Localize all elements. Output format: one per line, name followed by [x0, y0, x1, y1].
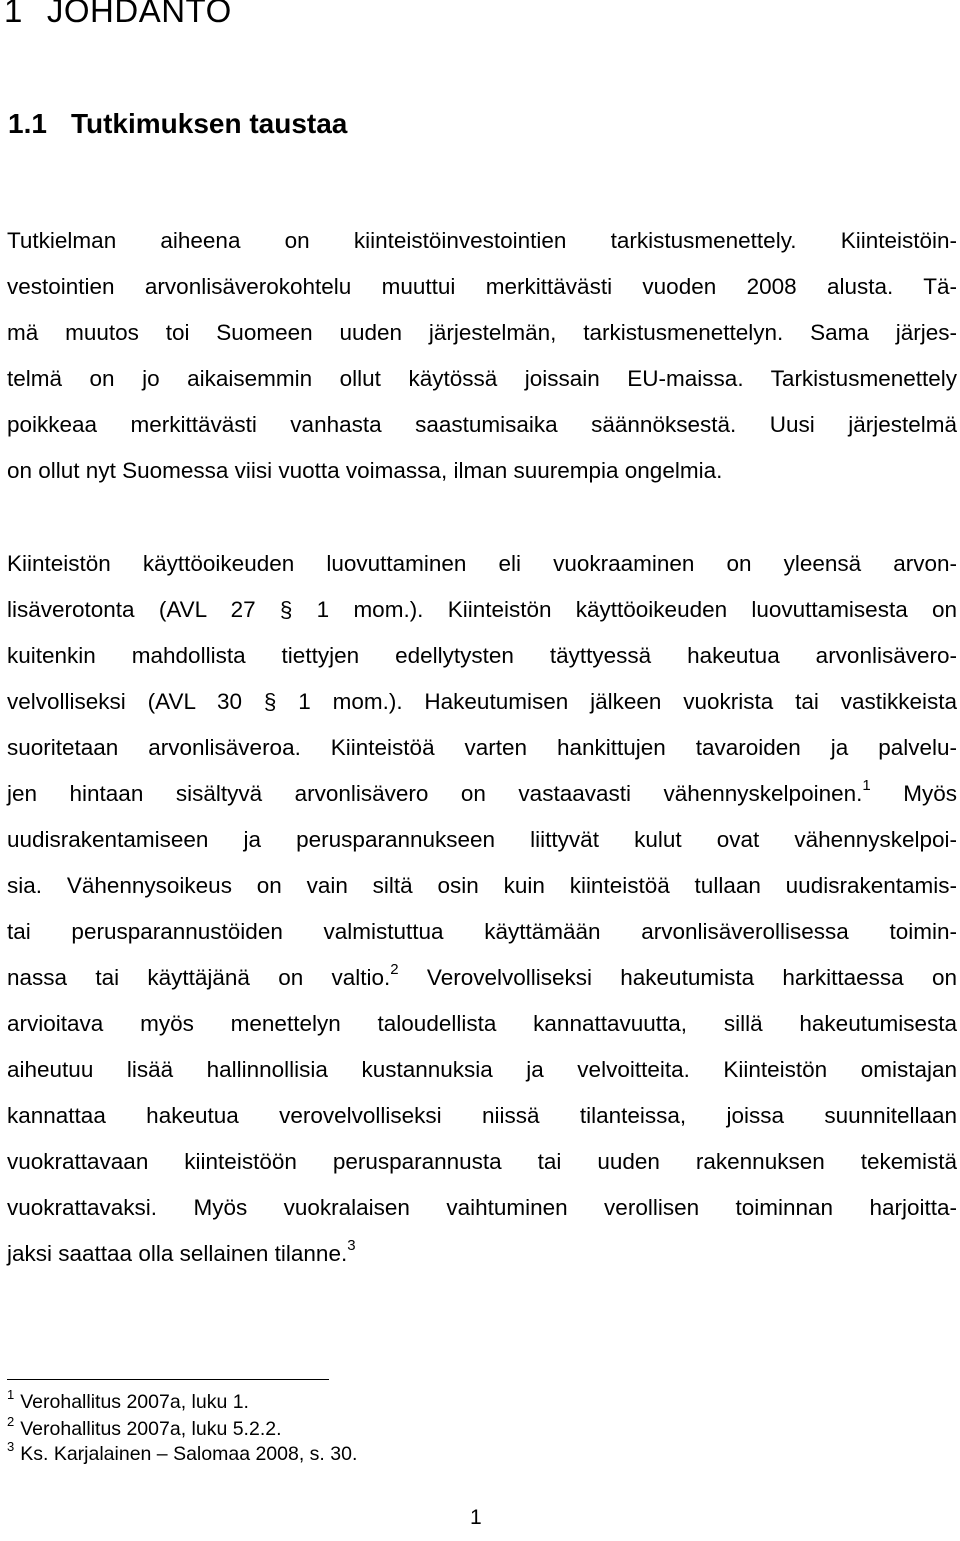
paragraph-line — [7, 961, 957, 1013]
paragraph-line: velvolliseksi (AVL 30 § 1 mom.). Hakeutumisen jälkeen vuokrista tai vastikkeista — [7, 689, 957, 714]
footnote-text: Verohallitus 2007a, luku 5.2.2. — [20, 1418, 282, 1440]
footnote-ref-3[interactable]: 3 — [347, 1237, 356, 1254]
paragraph-line: Kiinteistön käyttöoikeuden luovuttaminen eli vuokraaminen on yleensä arvon- — [7, 551, 957, 576]
footnote-item — [7, 1439, 358, 1465]
paragraph-line: on ollut nyt Suomessa viisi vuotta voimassa, ilman suurempia ongelmia. — [7, 458, 723, 483]
line-text: Myös — [903, 781, 957, 806]
section-number: 1.1 — [8, 108, 47, 139]
paragraph-line: sia. Vähennysoikeus on vain siltä osin kuin kiinteistöä tullaan uudisrakentamis- — [7, 873, 957, 898]
page-number: 1 — [470, 1506, 482, 1529]
footnote-item — [7, 1387, 249, 1413]
footnote-text: Ks. Karjalainen – Salomaa 2008, s. 30. — [20, 1443, 358, 1465]
paragraph-line: uudisrakentamiseen ja perusparannukseen liittyvät kulut ovat vähennyskelpoi- — [7, 827, 957, 852]
paragraph-line: poikkeaa merkittävästi vanhasta saastumisaika säännöksestä. Uusi järjestelmä — [7, 412, 957, 437]
paragraph-line: mä muutos toi Suomeen uuden järjestelmän, tarkistusmenettelyn. Sama järjes- — [7, 320, 957, 345]
footnote-text: Verohallitus 2007a, luku 1. — [20, 1391, 249, 1413]
paragraph-line: vuokrattavaksi. Myös vuokralaisen vaihtuminen verollisen toiminnan harjoitta- — [7, 1195, 957, 1220]
paragraph-line: kannattaa hakeutua verovelvolliseksi niissä tilanteissa, joissa suunnitellaan — [7, 1103, 957, 1128]
paragraph-line: telmä on jo aikaisemmin ollut käytössä joissain EU-maissa. Tarkistusmenettely — [7, 366, 957, 391]
line-text: jen hintaan sisältyvä arvonlisävero on vastaavasti vähennyskelpoinen. — [7, 781, 863, 806]
line-text: Verovelvolliseksi hakeutumista harkittaessa on — [426, 965, 957, 990]
footnote-separator — [7, 1379, 329, 1380]
chapter-heading — [4, 0, 232, 30]
paragraph-line: vestointien arvonlisäverokohtelu muuttui merkittävästi vuoden 2008 alusta. Tä- — [7, 274, 957, 299]
paragraph-line: tai perusparannustöiden valmistuttua käyttämään arvonlisäverollisessa toimin- — [7, 919, 957, 944]
footnote-ref-2[interactable]: 2 — [390, 961, 399, 978]
paragraph-line — [7, 1237, 957, 1289]
footnote-mark: 2 — [7, 1414, 15, 1429]
footnote-mark: 3 — [7, 1439, 15, 1454]
paragraph-line: arvioitava myös menettelyn taloudellista kannattavuutta, sillä hakeutumisesta — [7, 1011, 957, 1036]
paragraph-line: vuokrattavaan kiinteistöön perusparannusta tai uuden rakennuksen tekemistä — [7, 1149, 957, 1174]
chapter-title: JOHDANTO — [46, 0, 232, 29]
paragraph-line — [7, 777, 957, 829]
paragraph-line: suoritetaan arvonlisäveroa. Kiinteistöä varten hankittujen tavaroiden ja palvelu- — [7, 735, 957, 760]
footnote-item — [7, 1414, 282, 1440]
paragraph-line: Tutkielman aiheena on kiinteistöinvestointien tarkistusmenettely. Kiinteistöin- — [7, 228, 957, 253]
footnote-ref-1[interactable]: 1 — [862, 777, 871, 794]
footnote-mark: 1 — [7, 1387, 15, 1402]
paragraph-line: lisäverotonta (AVL 27 § 1 mom.). Kiinteistön käyttöoikeuden luovuttamisesta on — [7, 597, 957, 622]
paragraph-line: kuitenkin mahdollista tiettyjen edellytysten täyttyessä hakeutua arvonlisävero- — [7, 643, 957, 668]
section-title: Tutkimuksen taustaa — [70, 108, 348, 139]
paragraph-line: aiheutuu lisää hallinnollisia kustannuksia ja velvoitteita. Kiinteistön omistajan — [7, 1057, 957, 1082]
line-text: nassa tai käyttäjänä on valtio. — [7, 965, 391, 990]
line-text: jaksi saattaa olla sellainen tilanne. — [7, 1241, 348, 1266]
chapter-number: 1 — [4, 0, 23, 29]
section-heading — [8, 108, 347, 140]
